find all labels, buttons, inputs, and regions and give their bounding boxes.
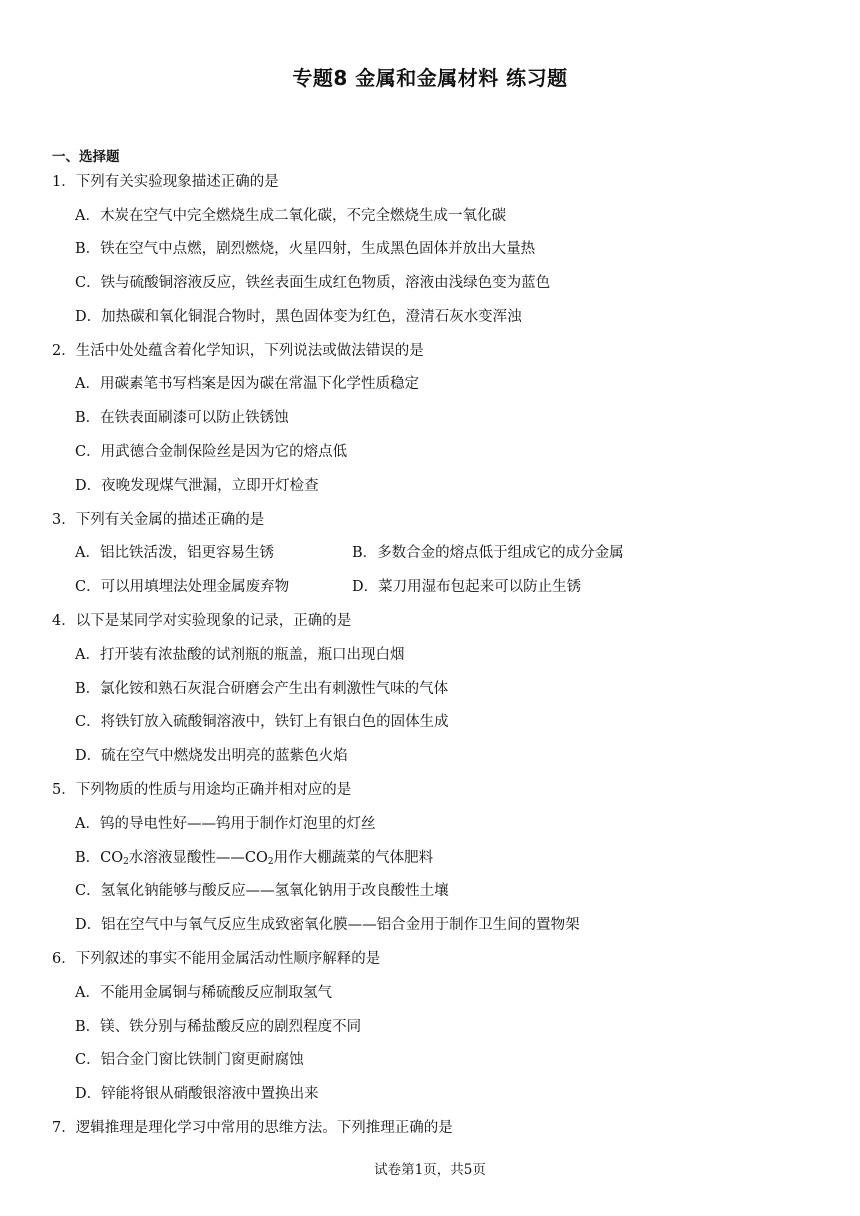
option-c: C．铝合金门窗比铁制门窗更耐腐蚀 xyxy=(75,1052,304,1068)
option-d: D．夜晚发现煤气泄漏，立即开灯检查 xyxy=(75,478,319,494)
option-a: A．打开装有浓盐酸的试剂瓶的瓶盖，瓶口出现白烟 xyxy=(75,647,405,663)
option-b xyxy=(75,847,433,869)
question-stem: 4．以下是某同学对实验现象的记录，正确的是 xyxy=(52,613,352,629)
question-stem: 1．下列有关实验现象描述正确的是 xyxy=(52,174,279,190)
option-b: B．铁在空气中点燃，剧烈燃烧，火星四射，生成黑色固体并放出大量热 xyxy=(75,241,536,257)
option-a: A．木炭在空气中完全燃烧生成二氧化碳，不完全燃烧生成一氧化碳 xyxy=(75,208,506,224)
option-c: C．用武德合金制保险丝是因为它的熔点低 xyxy=(75,444,348,460)
page-footer: 试卷第1页，共5页 xyxy=(374,1162,486,1178)
question-stem: 7．逻辑推理是理化学习中常用的思维方法。下列推理正确的是 xyxy=(52,1120,453,1136)
question-stem: 3．下列有关金属的描述正确的是 xyxy=(52,512,265,528)
option-a: A．铝比铁活泼，铝更容易生锈 xyxy=(75,545,274,561)
subscript: 2 xyxy=(267,857,274,867)
option-b-prefix: B．CO xyxy=(75,850,124,866)
option-b-suffix: 用作大棚蔬菜的气体肥料 xyxy=(273,850,434,866)
option-d: D．铝在空气中与氧气反应生成致密氧化膜——铝合金用于制作卫生间的置物架 xyxy=(75,917,580,933)
question-stem: 6．下列叙述的事实不能用金属活动性顺序解释的是 xyxy=(52,951,381,967)
question-stem: 5．下列物质的性质与用途均正确并相对应的是 xyxy=(52,782,352,798)
option-b: B．在铁表面刷漆可以防止铁锈蚀 xyxy=(75,410,289,426)
question-stem: 2．生活中处处蕴含着化学知识，下列说法或做法错误的是 xyxy=(52,343,424,359)
option-c: C．将铁钉放入硫酸铜溶液中，铁钉上有银白色的固体生成 xyxy=(75,714,449,730)
option-d: D．加热碳和氧化铜混合物时，黑色固体变为红色，澄清石灰水变浑浊 xyxy=(75,309,522,325)
option-a: A．用碳素笔书写档案是因为碳在常温下化学性质稳定 xyxy=(75,376,419,392)
option-d: D．硫在空气中燃烧发出明亮的蓝紫色火焰 xyxy=(75,748,348,764)
option-a: A．不能用金属铜与稀硫酸反应制取氢气 xyxy=(75,985,332,1001)
option-d: D．锌能将银从硝酸银溶液中置换出来 xyxy=(75,1086,319,1102)
option-d: D．菜刀用湿布包起来可以防止生锈 xyxy=(352,579,582,595)
option-c: C．铁与硫酸铜溶液反应，铁丝表面生成红色物质，溶液由浅绿色变为蓝色 xyxy=(75,275,551,291)
page-title: 专题8 金属和金属材料 练习题 xyxy=(292,66,568,90)
option-b: B．多数合金的熔点低于组成它的成分金属 xyxy=(352,545,624,561)
section-heading: 一、选择题 xyxy=(52,149,120,165)
option-c: C．氢氧化钠能够与酸反应——氢氧化钠用于改良酸性土壤 xyxy=(75,883,449,899)
option-b-middle: 水溶液显酸性——CO xyxy=(128,850,268,866)
option-a: A．钨的导电性好——钨用于制作灯泡里的灯丝 xyxy=(75,816,376,832)
option-b: B．氯化铵和熟石灰混合研磨会产生出有刺激性气味的气体 xyxy=(75,681,449,697)
subscript: 2 xyxy=(123,857,129,867)
option-b: B．镁、铁分别与稀盐酸反应的剧烈程度不同 xyxy=(75,1019,362,1035)
option-c: C．可以用填埋法处理金属废弃物 xyxy=(75,579,290,595)
